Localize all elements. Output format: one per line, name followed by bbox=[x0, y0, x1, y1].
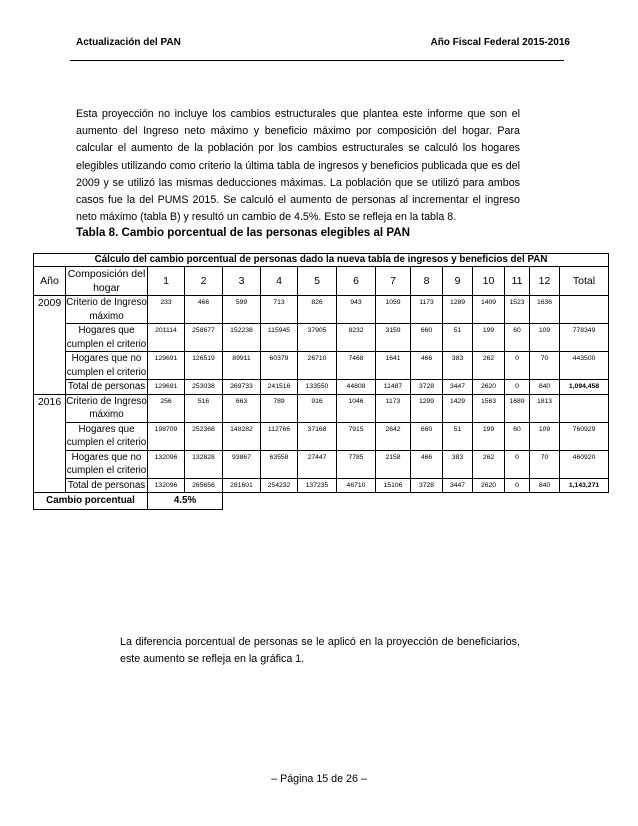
value-cell: 252368 bbox=[185, 422, 223, 450]
header-cell: 10 bbox=[473, 267, 505, 296]
value-cell: 789 bbox=[261, 394, 298, 422]
header-cell: 9 bbox=[443, 267, 473, 296]
year-cell: 2009 bbox=[34, 296, 66, 395]
value-cell: 109 bbox=[530, 324, 560, 352]
value-cell: 11487 bbox=[376, 380, 411, 395]
running-header-left: Actualización del PAN bbox=[76, 37, 181, 48]
value-cell: 51 bbox=[443, 422, 473, 450]
row-label: Total de personas bbox=[66, 380, 148, 395]
table-row bbox=[34, 450, 609, 478]
row-label: Total de personas bbox=[66, 478, 148, 493]
table-row bbox=[34, 478, 609, 493]
header-cell: 5 bbox=[298, 267, 337, 296]
row-label: Hogares que no cumplen el criterio bbox=[66, 353, 147, 378]
header-cell: 2 bbox=[185, 267, 223, 296]
value-cell: 51 bbox=[443, 324, 473, 352]
value-cell: 3159 bbox=[376, 324, 411, 352]
value-cell: 1813 bbox=[530, 394, 560, 422]
value-cell: 70 bbox=[530, 450, 560, 478]
value-cell: 383 bbox=[443, 450, 473, 478]
value-cell: 60 bbox=[505, 422, 530, 450]
value-cell: 2620 bbox=[473, 478, 505, 493]
change-label: Cambio porcentual bbox=[34, 493, 148, 510]
value-cell: 713 bbox=[261, 296, 298, 324]
value-cell: 27447 bbox=[298, 450, 337, 478]
value-cell: 2642 bbox=[376, 422, 411, 450]
row-label: Hogares que cumplen el criterio bbox=[66, 423, 147, 448]
table-row bbox=[34, 296, 609, 324]
table-row bbox=[34, 394, 609, 422]
header-cell: 3 bbox=[223, 267, 261, 296]
value-cell: 0 bbox=[505, 450, 530, 478]
value-cell: 466 bbox=[185, 296, 223, 324]
value-cell: 1563 bbox=[473, 394, 505, 422]
value-cell: 233 bbox=[148, 296, 185, 324]
value-cell: 126519 bbox=[185, 352, 223, 380]
value-cell: 516 bbox=[185, 394, 223, 422]
running-header-right: Año Fiscal Federal 2015-2016 bbox=[430, 37, 570, 48]
row-label: Hogares que cumplen el criterio bbox=[66, 325, 147, 350]
header-cell: Total bbox=[560, 267, 609, 296]
value-cell: 89911 bbox=[223, 352, 261, 380]
value-cell: 281601 bbox=[223, 478, 261, 493]
header-cell: 8 bbox=[411, 267, 443, 296]
value-cell: 460920 bbox=[560, 450, 609, 478]
row-label: Criterio de Ingreso máximo bbox=[66, 297, 147, 322]
header-cell: Año bbox=[34, 267, 66, 296]
value-cell: 112766 bbox=[261, 422, 298, 450]
table-row bbox=[34, 422, 609, 450]
row-label: Hogares que no cumplen el criterio bbox=[66, 451, 147, 476]
value-cell: 0 bbox=[505, 380, 530, 395]
table-row bbox=[34, 352, 609, 380]
value-cell: 258677 bbox=[185, 324, 223, 352]
value-cell: 129691 bbox=[148, 352, 185, 380]
value-cell: 1173 bbox=[411, 296, 443, 324]
value-cell: 8232 bbox=[337, 324, 376, 352]
value-cell bbox=[560, 394, 609, 422]
value-cell: 133550 bbox=[298, 380, 337, 395]
value-cell: 70 bbox=[530, 352, 560, 380]
value-cell: 1299 bbox=[411, 394, 443, 422]
value-cell: 60379 bbox=[261, 352, 298, 380]
value-cell: 132096 bbox=[148, 450, 185, 478]
value-cell: 152238 bbox=[223, 324, 261, 352]
value-cell: 663 bbox=[223, 394, 261, 422]
value-cell: 916 bbox=[298, 394, 337, 422]
value-cell: 37905 bbox=[298, 324, 337, 352]
header-cell: Composición del hogar bbox=[66, 267, 148, 296]
value-cell: 826 bbox=[298, 296, 337, 324]
value-cell: 3728 bbox=[411, 478, 443, 493]
table-caption: Cálculo del cambio porcentual de personas dado la nueva tabla de ingresos y beneficios del PAN bbox=[34, 254, 609, 267]
value-cell: 840 bbox=[530, 478, 560, 493]
value-cell: 1,094,458 bbox=[560, 380, 609, 395]
header-cell: 11 bbox=[505, 267, 530, 296]
value-cell: 1289 bbox=[443, 296, 473, 324]
value-cell: 269733 bbox=[223, 380, 261, 395]
value-cell: 115945 bbox=[261, 324, 298, 352]
value-cell: 2158 bbox=[376, 450, 411, 478]
year-cell: 2016 bbox=[34, 394, 66, 493]
value-cell: 1059 bbox=[376, 296, 411, 324]
change-value: 4.5% bbox=[148, 493, 223, 510]
value-cell: 1689 bbox=[505, 394, 530, 422]
value-cell: 7468 bbox=[337, 352, 376, 380]
header-cell: 6 bbox=[337, 267, 376, 296]
header-cell: 1 bbox=[148, 267, 185, 296]
value-cell: 3447 bbox=[443, 478, 473, 493]
value-cell: 199 bbox=[473, 324, 505, 352]
value-cell: 1409 bbox=[473, 296, 505, 324]
table-footer-row bbox=[34, 493, 609, 510]
value-cell: 254232 bbox=[261, 478, 298, 493]
value-cell: 132096 bbox=[148, 478, 185, 493]
value-cell: 44808 bbox=[337, 380, 376, 395]
value-cell: 253038 bbox=[185, 380, 223, 395]
value-cell: 26710 bbox=[298, 352, 337, 380]
value-cell: 265656 bbox=[185, 478, 223, 493]
value-cell: 132828 bbox=[185, 450, 223, 478]
value-cell: 840 bbox=[530, 380, 560, 395]
table-row bbox=[34, 324, 609, 352]
value-cell: 383 bbox=[443, 352, 473, 380]
value-cell: 137235 bbox=[298, 478, 337, 493]
value-cell: 262 bbox=[473, 450, 505, 478]
value-cell: 256 bbox=[148, 394, 185, 422]
value-cell: 466 bbox=[411, 450, 443, 478]
value-cell: 760929 bbox=[560, 422, 609, 450]
value-cell: 63558 bbox=[261, 450, 298, 478]
value-cell: 7785 bbox=[337, 450, 376, 478]
header-cell: 12 bbox=[530, 267, 560, 296]
value-cell: 60 bbox=[505, 324, 530, 352]
value-cell: 3728 bbox=[411, 380, 443, 395]
intro-paragraph: Esta proyección no incluye los cambios estructurales que plantea este informe que son el aumento del Ingreso neto máximo y beneficio máximo por composición del hogar. Para calcular el aumento de la población por los cambios estructurales se calculó los hogares elegibles utilizando como criterio la última tabla de ingresos y beneficios publicada que es del 2009 y se utilizó las mismas deducciones máximas. La población que se utilizó para ambos casos fue la del PUMS 2015. Se calculó el aumento de personas al incrementar el ingreso neto máximo (tabla B) y resultó un cambio de 4.5%. Esto se refleja en la tabla 8. bbox=[76, 108, 520, 224]
value-cell: 943 bbox=[337, 296, 376, 324]
table-header-row bbox=[34, 267, 609, 296]
header-cell: 4 bbox=[261, 267, 298, 296]
value-cell: 1173 bbox=[376, 394, 411, 422]
header-rule bbox=[70, 60, 564, 61]
value-cell: 241516 bbox=[261, 380, 298, 395]
value-cell: 262 bbox=[473, 352, 505, 380]
table-row bbox=[34, 380, 609, 395]
value-cell: 93867 bbox=[223, 450, 261, 478]
value-cell: 1,143,271 bbox=[560, 478, 609, 493]
page-number: – Página 15 de 26 – bbox=[271, 773, 367, 785]
value-cell: 46710 bbox=[337, 478, 376, 493]
value-cell: 148282 bbox=[223, 422, 261, 450]
value-cell: 1046 bbox=[337, 394, 376, 422]
value-cell: 198709 bbox=[148, 422, 185, 450]
value-cell bbox=[560, 296, 609, 324]
value-cell: 466 bbox=[411, 352, 443, 380]
value-cell: 3447 bbox=[443, 380, 473, 395]
value-cell: 129691 bbox=[148, 380, 185, 395]
closing-paragraph: La diferencia porcentual de personas se le aplicó en la proyección de beneficiarios, este aumento se refleja en la gráfica 1. bbox=[120, 636, 520, 665]
header-cell: 7 bbox=[376, 267, 411, 296]
value-cell: 109 bbox=[530, 422, 560, 450]
table-title: Tabla 8. Cambio porcentual de las personas elegibles al PAN bbox=[76, 226, 410, 239]
value-cell: 660 bbox=[411, 324, 443, 352]
value-cell: 1636 bbox=[530, 296, 560, 324]
value-cell: 1429 bbox=[443, 394, 473, 422]
value-cell: 199 bbox=[473, 422, 505, 450]
value-cell: 660 bbox=[411, 422, 443, 450]
row-label: Criterio de Ingreso máximo bbox=[66, 395, 147, 420]
value-cell: 0 bbox=[505, 352, 530, 380]
value-cell: 1523 bbox=[505, 296, 530, 324]
value-cell: 778349 bbox=[560, 324, 609, 352]
value-cell: 599 bbox=[223, 296, 261, 324]
value-cell: 7915 bbox=[337, 422, 376, 450]
value-cell: 201114 bbox=[148, 324, 185, 352]
value-cell: 37168 bbox=[298, 422, 337, 450]
value-cell: 443500 bbox=[560, 352, 609, 380]
value-cell: 0 bbox=[505, 478, 530, 493]
value-cell: 15106 bbox=[376, 478, 411, 493]
table-8 bbox=[33, 253, 609, 510]
value-cell: 1641 bbox=[376, 352, 411, 380]
value-cell: 2620 bbox=[473, 380, 505, 395]
